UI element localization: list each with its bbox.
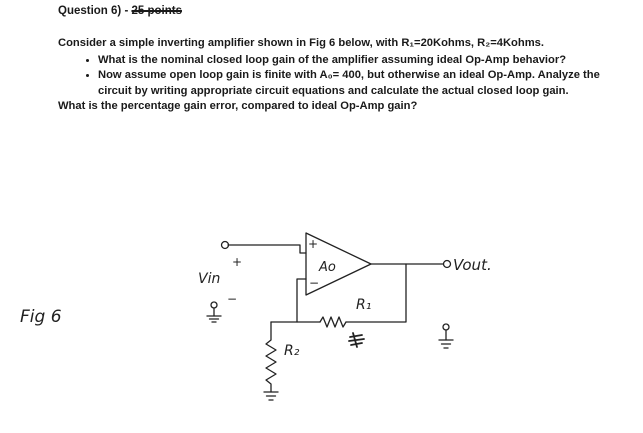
question-bullet-1: • What is the nominal closed loop gain of the amplifier assuming ideal Op-Amp behavior? [98, 53, 618, 68]
r2-resistor-icon [266, 322, 276, 392]
opamp-gain-label: Ao [319, 260, 336, 275]
vout-label: Vout. [453, 256, 492, 274]
opamp-minus-sign: − [309, 276, 320, 290]
vin-minus-sign: − [227, 292, 238, 306]
vin-ground-icon [207, 308, 221, 322]
question-number: Question 6) - [58, 5, 132, 17]
vout-ground-terminal [443, 324, 449, 330]
opamp-plus-sign: + [308, 237, 319, 251]
fig-label: Fig 6 [20, 307, 62, 327]
feedback-wire-right [346, 264, 406, 322]
r2-ground-icon [264, 392, 278, 400]
question-bullet-2: • Now assume open loop gain is finite with A₀= 400, but otherwise an ideal Op-Amp. Analyze the circuit by writing appropriate circuit equations and calculate the actual closed loop gain. [98, 68, 618, 98]
question-heading [58, 5, 182, 17]
circuit-figure [0, 180, 643, 433]
r1-label: R₁ [356, 297, 372, 313]
r2-label: R₂ [284, 343, 300, 359]
vin-terminal-bottom [211, 302, 217, 308]
question-body [58, 36, 618, 114]
vin-label: Vin [198, 271, 221, 287]
vout-ground-icon [439, 330, 453, 348]
scribble-mark [349, 333, 364, 347]
input-wire [228, 245, 306, 253]
vin-plus-sign: + [232, 255, 243, 269]
struck-points: 25 points [131, 5, 182, 17]
vout-terminal [444, 261, 451, 268]
question-final: What is the percentage gain error, compared to ideal Op-Amp gain? [58, 99, 418, 112]
question-intro: Consider a simple inverting amplifier shown in Fig 6 below, with R₁=20Kohms, R₂=4Kohms. [58, 37, 544, 49]
question-bullet-list [58, 53, 618, 99]
r1-resistor-icon [320, 317, 346, 327]
